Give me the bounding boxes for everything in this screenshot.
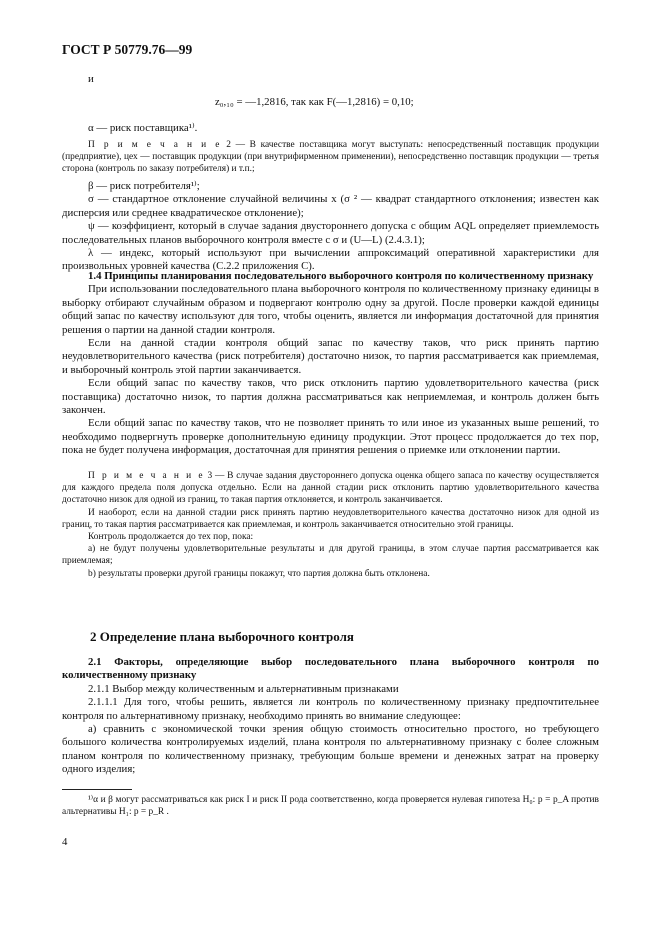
page-number: 4 xyxy=(62,836,68,848)
formula: z₀,₁₀ = —1,2816, так как F(—1,2816) = 0,10; xyxy=(215,96,414,108)
paragraph: Если общий запас по качеству таков, что не позволяет принять то или иное из указанных выше решений, то необходимо подвергнуть проверке дополнительную единицу продукции. Этот процесс продолжается до тех пор, пока не будет получена информация, достаточная для принятия решения о приемке или отклонении партии. xyxy=(62,417,599,457)
paragraph: Если на данной стадии контроля общий запас по качеству таков, что риск принять партию неудовлетворительного качества (риск потребителя) достаточно низок, то партия рассматривается как приемлемая, и выборочный контроль этой партии заканчивается. xyxy=(62,337,599,376)
paragraph: Если общий запас по качеству таков, что риск отклонить партию удовлетворительного качества (риск поставщика) достаточно низок, то партия должна рассматриваться как неприемлемая, и контроль должен быть закончен. xyxy=(62,377,599,417)
footnote-divider xyxy=(62,789,132,790)
section-2-1-heading: 2.1 Факторы, определяющие выбор последовательного плана выборочного контроля по количественному признаку xyxy=(62,656,599,682)
section-1-4 xyxy=(62,270,599,458)
document-header: ГОСТ Р 50779.76—99 xyxy=(62,42,193,57)
note-item-a: a) не будут получены удовлетворительные результаты и для другой границы, в этом случае партия рассматривается как приемлемая; xyxy=(62,544,599,567)
section-2-1-1-1: 2.1.1.1 Для того, чтобы решить, является ли контроль по количественному признаку предпочтительнее контроля по альтернативному признаку, необходимо принять во внимание следующее: xyxy=(62,696,599,722)
note-paragraph: И наоборот, если на данной стадии риск принять партию неудовлетворительного качества достаточно низок для одной из границ, то такая партия рассматривается как приемлемая, и контроль заканчивается относительно этой границы. xyxy=(62,507,599,530)
section-2-1-1: 2.1.1 Выбор между количественным и альтернативным признаками xyxy=(88,682,399,695)
note-label: П р и м е ч а н и е xyxy=(88,140,222,150)
note-3 xyxy=(62,470,599,580)
definitions xyxy=(62,180,599,274)
sigma-definition: σ — стандартное отклонение случайной величины x (σ ² — квадрат стандартного отклонения; известен как дисперсия или среднее квадратическое отклонение); xyxy=(62,193,599,219)
note-text: 2 — В качестве поставщика могут выступать: непосредственный поставщик продукции (предприятие), цех — поставщик продукции (при внутрифирменном применении), непосредственно поставщик продукции — третья сторона (контроль по заказу потребителя) и т.п.; xyxy=(62,140,599,175)
lambda-definition: λ — индекс, который используют при вычислении аппроксимаций оперативной характеристики для произвольных уровней качества (С.2.2 приложения С). xyxy=(62,247,599,273)
note-paragraph: Контроль продолжается до тех пор, пока: xyxy=(88,532,254,543)
paragraph: При использовании последовательного плана выборочного контроля по количественному признаку единицы в выборку отбирают случайным образом и подвергают контролю одну за другой. После проверки каждой единицы общий запас по качеству используют для того, чтобы оценить, является ли информация достаточной для принятия решения о партии на данной стадии контроля. xyxy=(62,283,599,336)
alpha-definition: α — риск поставщика¹⁾. xyxy=(88,122,198,134)
list-item-a: a) сравнить с экономической точки зрения общую стоимость относительно простого, но требующего большого количества контролируемых изделий, плана контроля по альтернативному признаку с более сложным планом контроля по количественному признаку, требующим больше времени и денежных затрат на проверку одного изделия; xyxy=(62,723,599,776)
note-item-b: b) результаты проверки другой границы покажут, что партия должна быть отклонена. xyxy=(88,568,430,579)
intro-and: и xyxy=(88,73,94,85)
note-text: 3 — В случае задания двустороннего допуска оценка общего запаса по качеству осуществляется для каждого предела поля допуска отдельно. Если на данной стадии риск отклонить партию удовлетворительного качества достаточно низок для одной из границ, то такая партия отклоняется, и контроль заканчивается. xyxy=(62,471,599,506)
section-2-heading: 2 Определение плана выборочного контроля xyxy=(90,629,354,644)
footnote: ¹⁾α и β могут рассматриваться как риск I и риск II рода соответственно, когда проверяется нулевая гипотеза H₀: p = p_A против альтернативы H₁: p = p_R . xyxy=(62,795,599,818)
note-2 xyxy=(62,139,599,176)
beta-definition: β — риск потребителя¹⁾; xyxy=(88,180,200,192)
section-1-4-heading: 1.4 Принципы планирования последовательного выборочного контроля по количественному признаку xyxy=(88,270,594,282)
note-label: П р и м е ч а н и е xyxy=(88,471,205,481)
section-2-1 xyxy=(62,656,599,777)
psi-definition: ψ — коэффициент, который в случае задания двустороннего допуска с общим AQL определяет приемлемость последовательных планов выборочного контроля вместе с σ и (U—L) (2.4.3.1); xyxy=(62,220,599,246)
